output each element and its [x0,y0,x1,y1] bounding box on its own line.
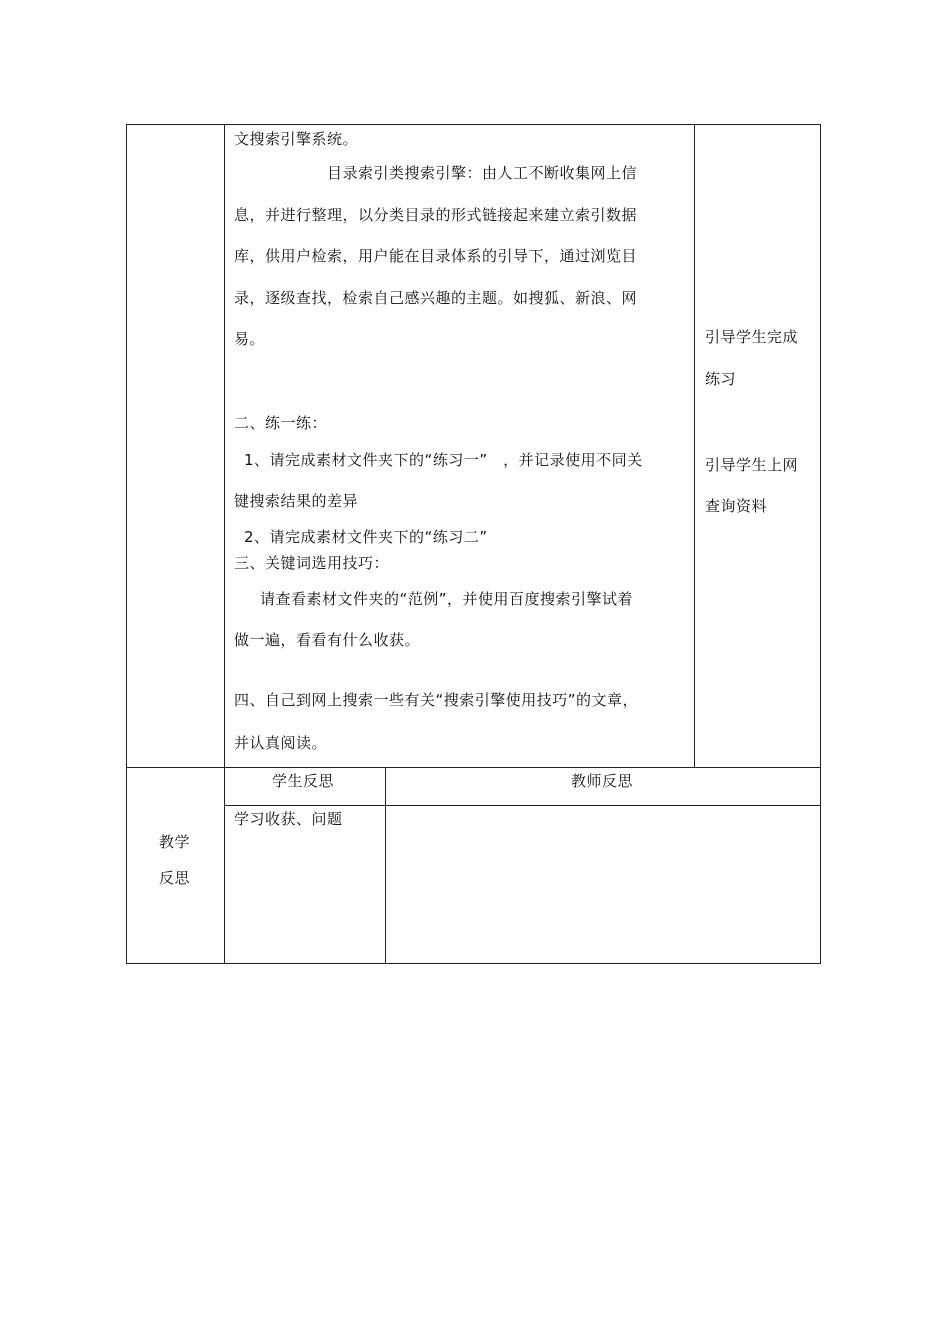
body-line: 库，供用户检索，用户能在目录体系的引导下，通过浏览目 [234,247,638,265]
body-line: 息，并进行整理，以分类目录的形式链接起来建立索引数据 [234,206,638,224]
body-line: 做一遍，看看有什么收获。 [234,631,421,649]
teacher-reflection-header: 教师反思 [571,772,634,790]
body-line: 键搜索结果的差异 [234,492,359,510]
reflection-label: 反思 [159,869,191,887]
note-line: 引导学生完成 [705,328,799,346]
reflection-label: 教学 [159,833,191,851]
body-line: 录，逐级查找，检索自己感兴趣的主题。如搜狐、新浪、网 [234,289,638,307]
note-line: 引导学生上网 [705,456,799,474]
body-line: 易。 [234,330,266,348]
section-heading: 四、自己到网上搜索一些有关“搜索引擎使用技巧”的文章， [234,691,639,709]
body-line: 请查看素材文件夹的“范例”，并使用百度搜索引擎试着 [260,590,634,608]
body-line: 文搜索引擎系统。 [234,130,359,148]
col-divider-1 [224,124,225,964]
note-line: 查询资料 [705,497,768,515]
row-divider-reflection-header [224,805,821,806]
exercise-item: 2、请完成素材文件夹下的“练习二” [244,528,488,546]
body-line: 并认真阅读。 [234,734,328,752]
exercise-item: 1、请完成素材文件夹下的“练习一” ，并记录使用不同关 [244,451,643,469]
student-reflection-prompt: 学习收获、问题 [234,810,343,828]
section-heading: 二、练一练： [234,414,328,432]
col-divider-reflection [385,767,386,964]
student-reflection-header: 学生反思 [272,772,335,790]
section-heading: 三、关键词选用技巧： [234,554,390,572]
note-line: 练习 [705,370,737,388]
col-divider-2 [694,124,695,767]
body-line: 目录索引类搜索引擎：由人工不断收集网上信 [327,164,638,182]
row-divider-reflection [126,767,821,768]
